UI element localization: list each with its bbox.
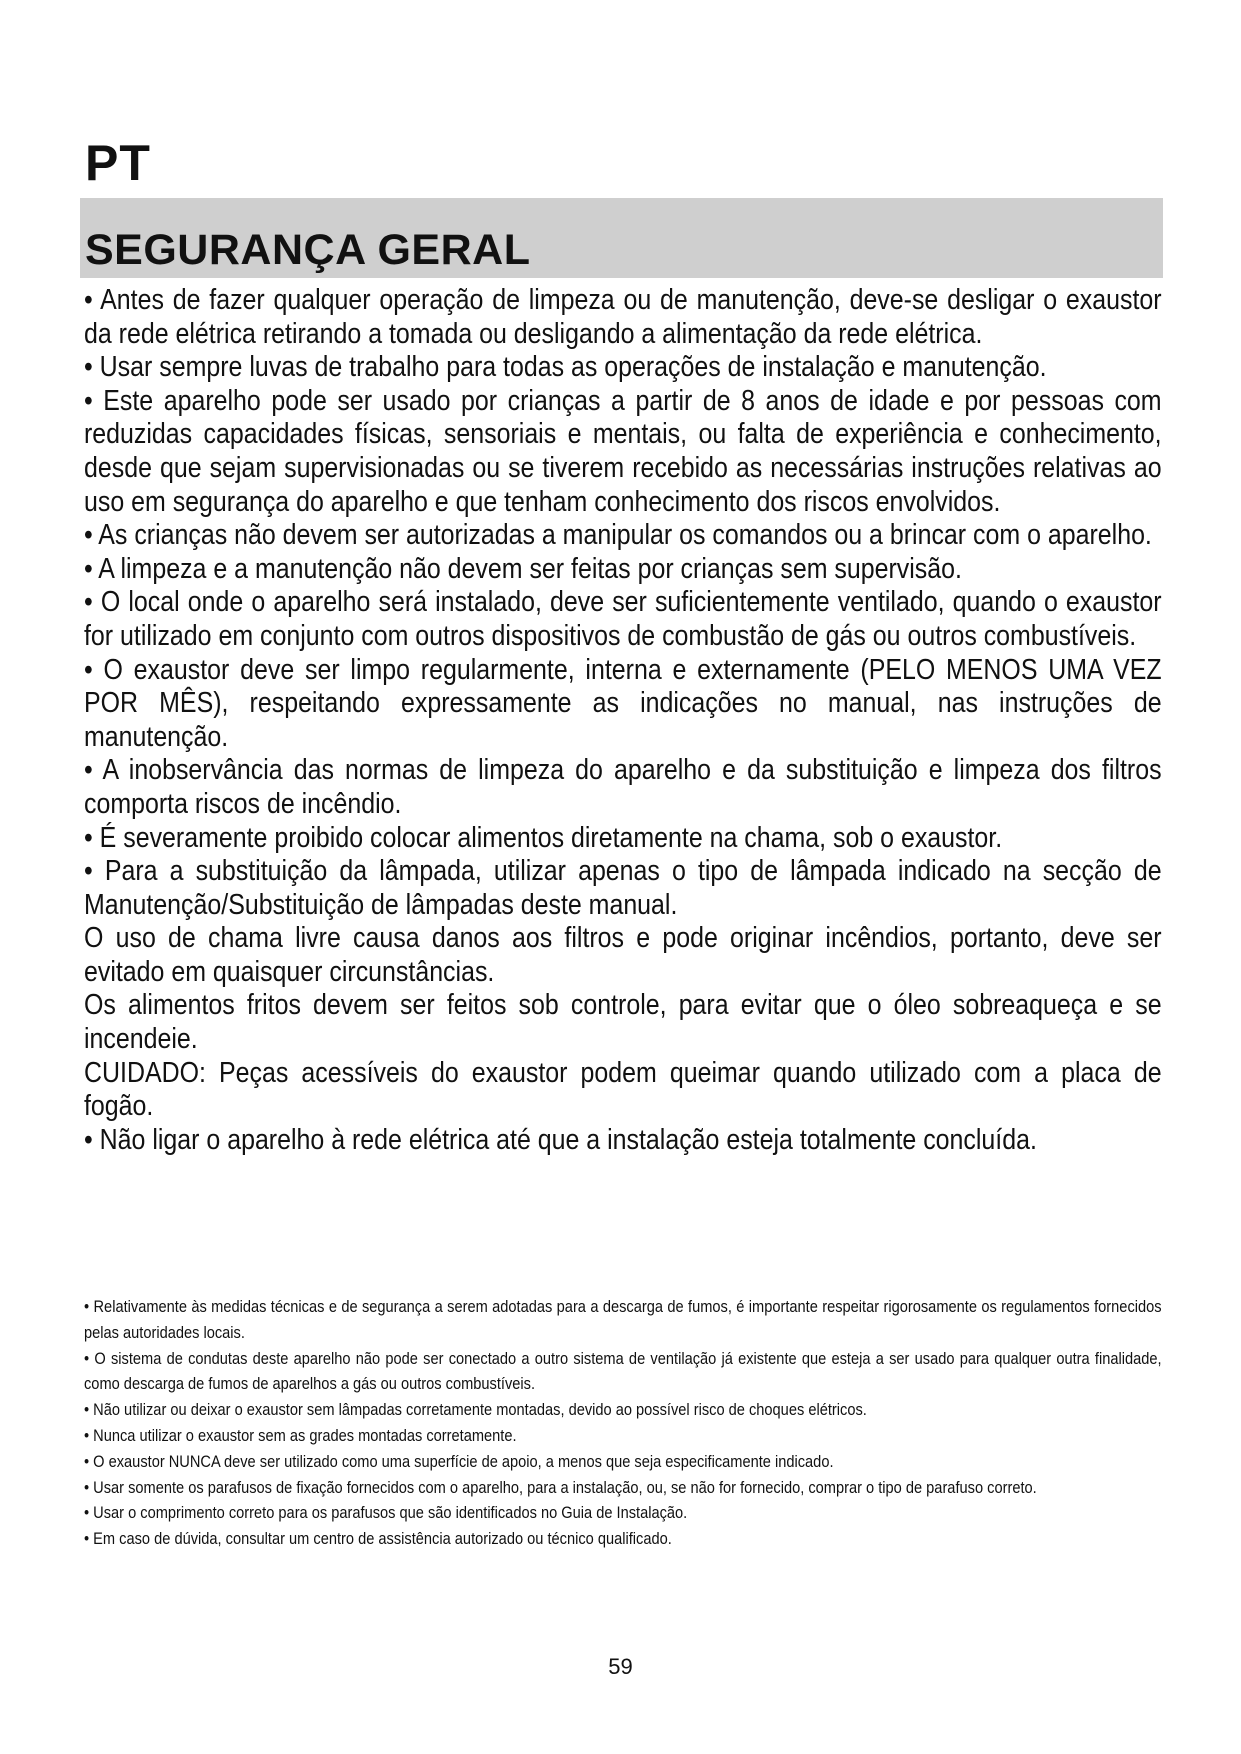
paragraph: • Para a substituição da lâmpada, utilizar apenas o tipo de lâmpada indicado na secção de Manutenção/Substituição de lâmpadas deste manual. (84, 855, 1162, 921)
small-paragraph: • O sistema de condutas deste aparelho não pode ser conectado a outro sistema de ventilação já existente que esteja a ser usado para qualquer outra finalidade, como descarga de fumos de aparelhos a gás ou outros combustíveis. (84, 1348, 1162, 1394)
small-paragraph: • O exaustor NUNCA deve ser utilizado como uma superfície de apoio, a menos que seja especificamente indicado. (84, 1451, 834, 1471)
paragraph: • O exaustor deve ser limpo regularmente, interna e externamente (PELO MENOS UMA VEZ POR MÊS), respeitando expressamente as indicações no manual, nas instruções de manutenção. (84, 653, 1162, 753)
secondary-safety-text (84, 1294, 1162, 1552)
small-paragraph: • Nunca utilizar o exaustor sem as grades montadas corretamente. (84, 1425, 517, 1445)
small-paragraph: • Não utilizar ou deixar o exaustor sem lâmpadas corretamente montadas, devido ao possível risco de choques elétricos. (84, 1400, 867, 1420)
small-paragraph-list (84, 1294, 1162, 1552)
main-safety-text (84, 284, 1162, 1157)
paragraph: • Antes de fazer qualquer operação de limpeza ou de manutenção, deve-se desligar o exaustor da rede elétrica retirando a tomada ou desligando a alimentação da rede elétrica. (84, 284, 1162, 350)
small-paragraph: • Relativamente às medidas técnicas e de segurança a serem adotadas para a descarga de fumos, é importante respeitar rigorosamente os regulamentos fornecidos pelas autoridades locais. (84, 1297, 1162, 1342)
paragraph: • Não ligar o aparelho à rede elétrica até que a instalação esteja totalmente concluída. (84, 1123, 1037, 1156)
small-paragraph: • Usar o comprimento correto para os parafusos que são identificados no Guia de Instalação. (84, 1503, 688, 1523)
main-paragraph-list (84, 284, 1162, 1157)
small-paragraph: • Usar somente os parafusos de fixação fornecidos com o aparelho, para a instalação, ou, se não for fornecido, comprar o tipo de parafuso correto. (84, 1477, 1037, 1497)
paragraph: CUIDADO: Peças acessíveis do exaustor podem queimar quando utilizado com a placa de fogão. (84, 1056, 1162, 1123)
paragraph: • Este aparelho pode ser usado por crianças a partir de 8 anos de idade e por pessoas com reduzidas capacidades físicas, sensoriais e mentais, ou falta de experiência e conhecimento, desde que sejam supervisionadas ou se tiverem recebido as necessárias instruções relativas ao uso em segurança do aparelho e que tenham conhecimento dos riscos envolvidos. (84, 384, 1162, 518)
paragraph: • Usar sempre luvas de trabalho para todas as operações de instalação e manutenção. (84, 351, 1047, 384)
section-title: SEGURANÇA GERAL (85, 226, 531, 274)
paragraph: Os alimentos fritos devem ser feitos sob controle, para evitar que o óleo sobreaqueça e se incendeie. (84, 989, 1162, 1056)
paragraph: • As crianças não devem ser autorizadas a manipular os comandos ou a brincar com o aparelho. (84, 519, 1152, 552)
small-paragraph: • Em caso de dúvida, consultar um centro de assistência autorizado ou técnico qualificado. (84, 1529, 672, 1549)
paragraph: • É severamente proibido colocar alimentos diretamente na chama, sob o exaustor. (84, 821, 1003, 854)
page-number: 59 (608, 1654, 633, 1679)
language-code: PT (85, 135, 151, 191)
paragraph: • O local onde o aparelho será instalado, deve ser suficientemente ventilado, quando o exaustor for utilizado em conjunto com outros dispositivos de combustão de gás ou outros combustíveis. (84, 586, 1162, 652)
paragraph: O uso de chama livre causa danos aos filtros e pode originar incêndios, portanto, deve ser evitado em quaisquer circunstâncias. (84, 922, 1162, 988)
paragraph: • A limpeza e a manutenção não devem ser feitas por crianças sem supervisão. (84, 552, 962, 585)
paragraph: • A inobservância das normas de limpeza do aparelho e da substituição e limpeza dos filtros comporta riscos de incêndio. (84, 754, 1162, 820)
